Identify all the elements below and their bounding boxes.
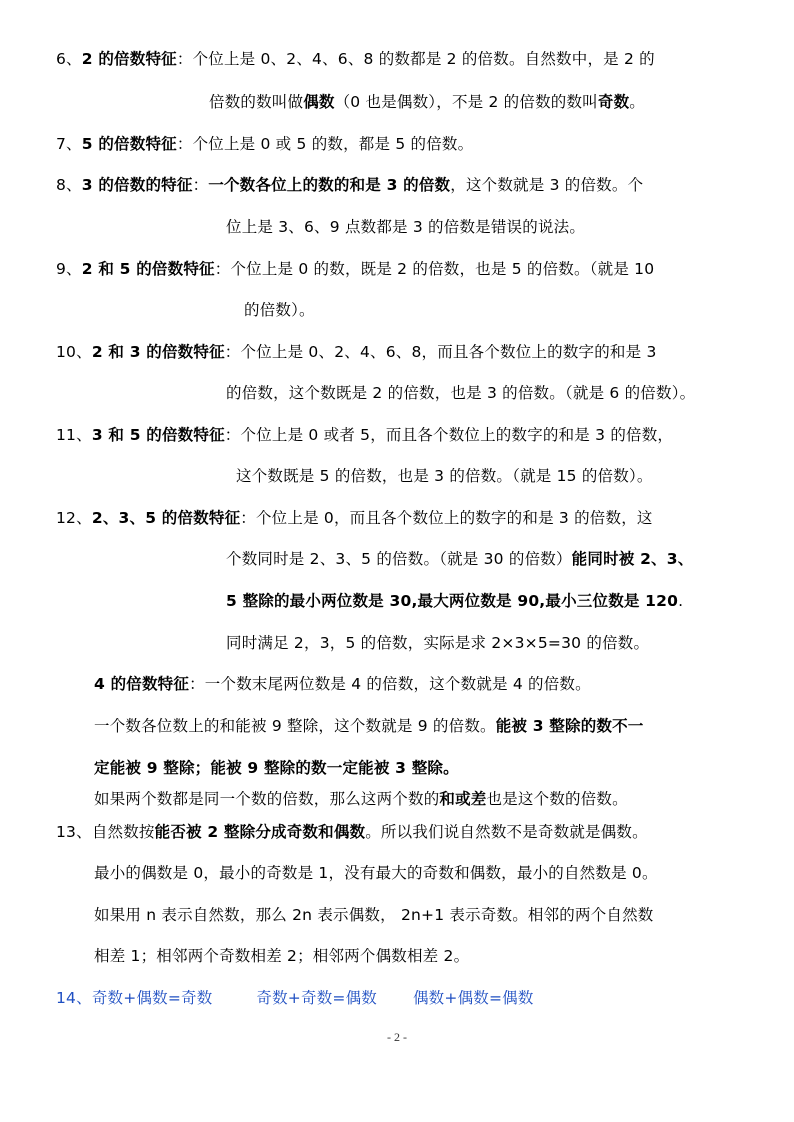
item-12-line-1: 12、2、3、5 的倍数特征：个位上是 0，而且各个数位上的数字的和是 3 的倍数，这 (56, 509, 653, 527)
item-8-line-1: 8、3 的倍数的特征：一个数各位上的数的和是 3 的倍数，这个数就是 3 的倍数。个 (56, 176, 644, 194)
item-11-line-1: 11、3 和 5 的倍数特征：个位上是 0 或者 5，而且各个数位上的数字的和是 3 的倍数， (56, 426, 674, 444)
item-13-line-4: 相差 1；相邻两个奇数相差 2；相邻两个偶数相差 2。 (94, 947, 470, 965)
item-title: 2 的倍数特征 (81, 50, 177, 68)
rule-even-even: 偶数+偶数=偶数 (412, 989, 534, 1007)
item-number: 10、 (56, 343, 92, 361)
item-title: 3 的倍数的特征 (81, 176, 193, 194)
item-13-line-1: 13、自然数按能否被 2 整除分成奇数和偶数。所以我们说自然数不是奇数就是偶数。 (56, 823, 648, 841)
item-11-line-2: 这个数既是 5 的倍数，也是 3 的倍数。（就是 15 的倍数）。 (236, 467, 653, 485)
item-title: 2、3、5 的倍数特征 (91, 509, 241, 527)
page-number: - 2 - (387, 1030, 407, 1044)
item-12-line-2: 个数同时是 2、3、5 的倍数。（就是 30 的倍数）能同时被 2、3、 (226, 550, 694, 568)
item-9-line-2: 的倍数）。 (244, 301, 315, 319)
item-6-line-2: 倍数的数叫做偶数（0 也是偶数），不是 2 的倍数的数叫奇数。 (209, 93, 645, 111)
nine-multiple-line-2: 定能被 9 整除；能被 9 整除的数一定能被 3 整除。 (94, 759, 459, 777)
item-7-line-1: 7、5 的倍数特征：个位上是 0 或 5 的数，都是 5 的倍数。 (56, 135, 474, 153)
item-number: 8、 (56, 176, 82, 194)
rule-odd-odd: 奇数+奇数=偶数 (256, 989, 377, 1007)
item-10-line-1: 10、2 和 3 的倍数特征：个位上是 0、2、4、6、8，而且各个数位上的数字的和是 3 (56, 343, 657, 361)
item-title: 2 和 3 的倍数特征 (91, 343, 225, 361)
item-title: 3 和 5 的倍数特征 (91, 426, 225, 444)
item-number: 11、 (56, 426, 92, 444)
item-number: 14、 (56, 989, 92, 1007)
sum-difference-line: 如果两个数都是同一个数的倍数，那么这两个数的和或差也是这个数的倍数。 (94, 790, 628, 808)
item-12-line-4: 同时满足 2，3，5 的倍数，实际是求 2×3×5=30 的倍数。 (226, 634, 650, 652)
item-8-line-2: 位上是 3、6、9 点数都是 3 的倍数是错误的说法。 (226, 218, 586, 236)
item-title: 2 和 5 的倍数特征 (81, 260, 215, 278)
item-6-line-1: 6、2 的倍数特征：个位上是 0、2、4、6、8 的数都是 2 的倍数。自然数中，是 2 的 (56, 50, 655, 68)
nine-multiple-line-1: 一个数各位数上的和能被 9 整除，这个数就是 9 的倍数。能被 3 整除的数不一 (94, 717, 644, 735)
item-9-line-1: 9、2 和 5 的倍数特征：个位上是 0 的数，既是 2 的倍数，也是 5 的倍数。（就是 10 (56, 260, 655, 278)
rule-odd-even: 奇数+偶数=奇数 (91, 989, 213, 1007)
four-multiple-line: 4 的倍数特征：一个数末尾两位数是 4 的倍数，这个数就是 4 的倍数。 (94, 675, 591, 693)
item-title: 5 的倍数特征 (81, 135, 177, 153)
item-number: 6、 (56, 50, 82, 68)
four-title: 4 的倍数特征 (94, 675, 190, 693)
item-13-line-3: 如果用 n 表示自然数，那么 2n 表示偶数， 2n+1 表示奇数。相邻的两个自然数 (94, 906, 654, 924)
item-14-line (56, 987, 534, 1009)
item-number: 9、 (56, 260, 82, 278)
item-number: 7、 (56, 135, 82, 153)
item-number: 13、 (56, 823, 92, 841)
item-number: 12、 (56, 509, 92, 527)
item-12-line-3: 5 整除的最小两位数是 30,最大两位数是 90,最小三位数是 120. (226, 592, 684, 610)
item-10-line-2: 的倍数，这个数既是 2 的倍数，也是 3 的倍数。（就是 6 的倍数）。 (226, 384, 696, 402)
item-13-line-2: 最小的偶数是 0，最小的奇数是 1，没有最大的奇数和偶数，最小的自然数是 0。 (94, 864, 658, 882)
